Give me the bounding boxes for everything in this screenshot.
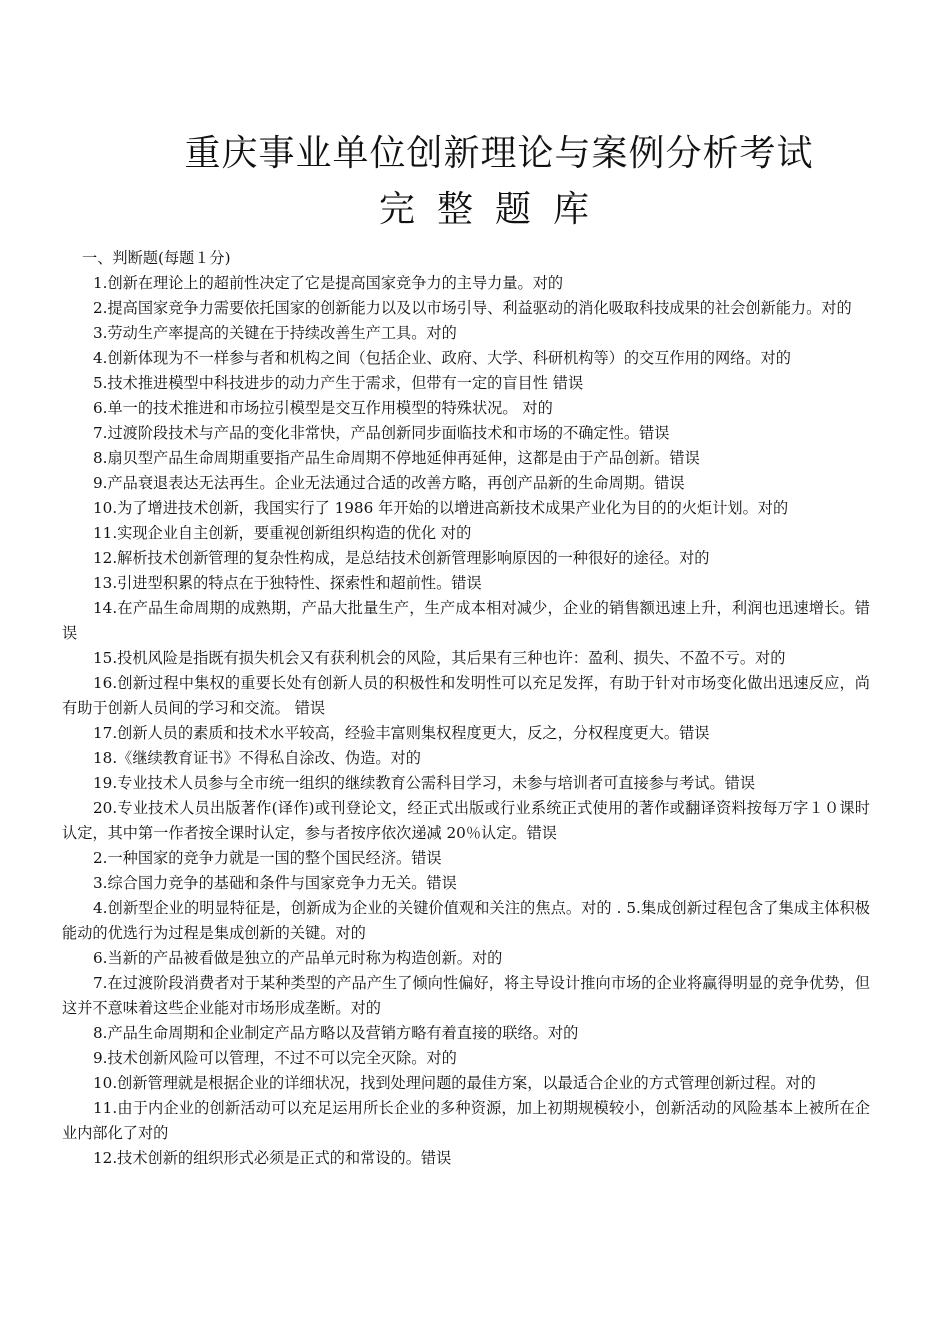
- question-item: 9.技术创新风险可以管理，不过不可以完全灭除。对的: [93, 1049, 457, 1067]
- question-item: 2.一种国家的竞争力就是一国的整个国民经济。错误: [93, 849, 442, 867]
- section-heading: 一、判断题(每题１分): [82, 249, 231, 267]
- question-item: 10.创新管理就是根据企业的详细状况，找到处理问题的最佳方案，以最适合企业的方式管理创新过程。对的: [93, 1074, 816, 1092]
- question-item: 20.专业技术人员出版著作(译作)或刊登论文，经正式出版或行业系统正式使用的著作或翻译资料按每万字１０课时认定，其中第一作者按全课时认定，参与者按序依次递减 20％认定。错误: [62, 799, 870, 842]
- question-item: 7.过渡阶段技术与产品的变化非常快，产品创新同步面临技术和市场的不确定性。错误: [93, 424, 670, 442]
- document-body: [62, 246, 870, 1171]
- question-item: 15.投机风险是指既有损失机会又有获利机会的风险，其后果有三种也许：盈利、损失、不盈不亏。对的: [93, 649, 786, 667]
- title-block: [0, 128, 950, 236]
- question-item: 13.引进型积累的特点在于独特性、探索性和超前性。错误: [93, 574, 482, 592]
- question-item: 7.在过渡阶段消费者对于某种类型的产品产生了倾向性偏好，将主导设计推向市场的企业将赢得明显的竞争优势，但这并不意味着这些企业能对市场形成垄断。对的: [62, 974, 870, 1017]
- question-item: 6.单一的技术推进和市场拉引模型是交互作用模型的特殊状况。 对的: [93, 399, 553, 417]
- question-item: 4.创新体现为不一样参与者和机构之间（包括企业、政府、大学、科研机构等）的交互作用的网络。对的: [93, 349, 791, 367]
- question-item: 8.产品生命周期和企业制定产品方略以及营销方略有着直接的联络。对的: [93, 1024, 579, 1042]
- question-item: 14.在产品生命周期的成熟期，产品大批量生产，生产成本相对减少，企业的销售额迅速上升，利润也迅速增长。错误: [62, 599, 870, 642]
- question-item: 16.创新过程中集权的重要长处有创新人员的积极性和发明性可以充足发挥，有助于针对市场变化做出迅速反应，尚有助于创新人员间的学习和交流。 错误: [62, 674, 870, 717]
- question-item: 2.提高国家竞争力需要依托国家的创新能力以及以市场引导、利益驱动的消化吸取科技成果的社会创新能力。对的: [93, 299, 852, 317]
- question-item: 8.扇贝型产品生命周期重要指产品生命周期不停地延伸再延伸，这都是由于产品创新。错误: [93, 449, 700, 467]
- question-item: 18.《继续教育证书》不得私自涂改、伪造。对的: [93, 749, 421, 767]
- question-item: 3.劳动生产率提高的关键在于持续改善生产工具。对的: [93, 324, 457, 342]
- question-item: 19.专业技术人员参与全市统一组织的继续教育公需科目学习，未参与培训者可直接参与考试。错误: [93, 774, 756, 792]
- question-item: 11.由于内企业的创新活动可以充足运用所长企业的多种资源，加上初期规模较小，创新活动的风险基本上被所在企业内部化了对的: [62, 1099, 870, 1142]
- question-item: 1.创新在理论上的超前性决定了它是提高国家竞争力的主导力量。对的: [93, 274, 564, 292]
- question-item: 12.解析技术创新管理的复杂性构成，是总结技术创新管理影响原因的一种很好的途径。对的: [93, 549, 710, 567]
- question-item: 12.技术创新的组织形式必须是正式的和常设的。错误: [93, 1149, 452, 1167]
- question-item: 3.综合国力竞争的基础和条件与国家竞争力无关。错误: [93, 874, 457, 892]
- question-item: 5.技术推进模型中科技进步的动力产生于需求，但带有一定的盲目性 错误: [93, 374, 584, 392]
- question-item: 17.创新人员的素质和技术水平较高，经验丰富则集权程度更大，反之，分权程度更大。错误: [93, 724, 710, 742]
- document-subtitle: 完整题库: [378, 189, 611, 230]
- question-item: 9.产品衰退表达无法再生。企业无法通过合适的改善方略，再创产品新的生命周期。错误: [93, 474, 685, 492]
- document-title: 重庆事业单位创新理论与案例分析考试: [184, 133, 814, 174]
- question-item: 10.为了增进技术创新，我国实行了 1986 年开始的以增进高新技术成果产业化为目的的火炬计划。对的: [93, 499, 789, 517]
- question-item: 6.当新的产品被看做是独立的产品单元时称为构造创新。对的: [93, 949, 503, 967]
- question-item: 11.实现企业自主创新，要重视创新组织构造的优化 对的: [93, 524, 472, 542]
- question-item: 4.创新型企业的明显特征是，创新成为企业的关键价值观和关注的焦点。对的 . 5.集成创新过程包含了集成主体积极能动的优选行为过程是集成创新的关键。对的: [62, 899, 870, 942]
